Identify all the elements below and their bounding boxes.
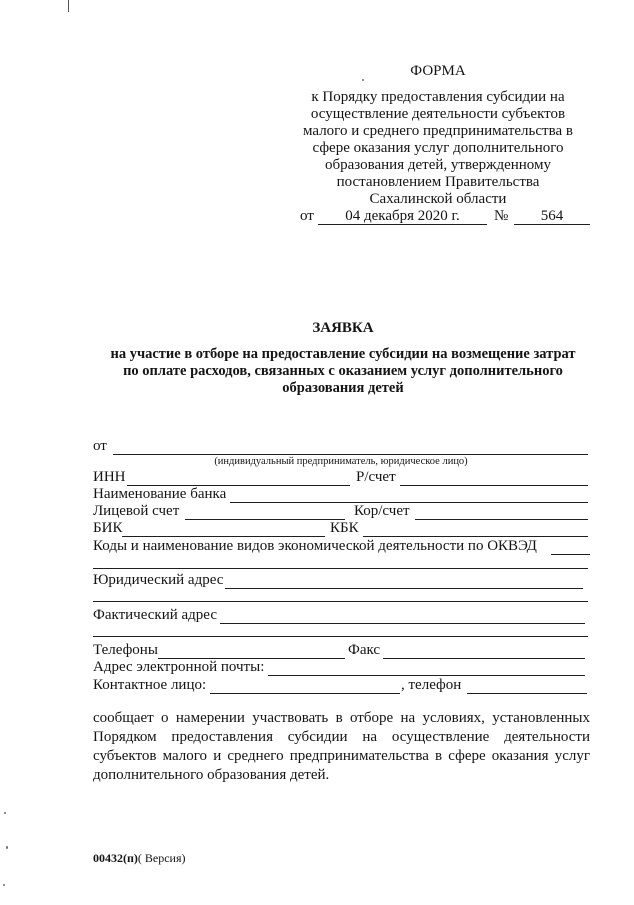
- contact-phone-label: , телефон: [401, 677, 462, 693]
- form-reference: [288, 89, 588, 208]
- kbk-blank: [363, 520, 588, 537]
- actual-address-blank: [220, 607, 585, 624]
- phones-blank: [158, 642, 345, 659]
- settlement-account-blank: [400, 469, 588, 486]
- form-label: ФОРМА: [410, 63, 466, 79]
- contact-person-label: Контактное лицо:: [93, 677, 207, 693]
- settlement-account-label: Р/счет: [356, 469, 396, 485]
- decree-date-prefix: от: [300, 208, 314, 224]
- document-code: 00432(п): [93, 851, 138, 865]
- bank-name-blank: [230, 486, 588, 503]
- subtitle-line: образования детей: [282, 380, 404, 396]
- statement-line: Порядком предоставления субсидии на осуществление деятельности: [93, 729, 590, 745]
- legal-address-label: Юридический адрес: [93, 572, 224, 588]
- scan-speck: [6, 846, 8, 849]
- form-reference-line: Сахалинской области: [369, 191, 507, 207]
- actual-address-label: Фактический адрес: [93, 607, 217, 623]
- statement-line: сообщает о намерении участвовать в отборе на условиях, установленных: [93, 710, 590, 726]
- email-label: Адрес электронной почты:: [93, 659, 265, 675]
- scan-speck: [3, 884, 5, 886]
- from-blank: [113, 438, 588, 455]
- okved-continuation-line: [93, 568, 588, 569]
- form-reference-line: малого и среднего предпринимательства в: [303, 123, 573, 139]
- form-reference-line: образования детей, утвержденному: [324, 157, 552, 173]
- contact-phone-blank: [467, 677, 587, 694]
- phones-label: Телефоны: [93, 642, 158, 658]
- document-subtitle: [93, 346, 593, 397]
- inn-label: ИНН: [93, 469, 126, 485]
- scan-speck: [4, 812, 6, 814]
- subtitle-line: по оплате расходов, связанных с оказанием услуг дополнительного: [123, 363, 563, 379]
- okved-label: Коды и наименование видов экономической деятельности по ОКВЭД: [93, 538, 537, 554]
- contact-person-blank: [210, 677, 400, 694]
- fax-label: Факс: [348, 642, 381, 658]
- scan-mark: [68, 0, 69, 12]
- actual-address-continuation-line: [93, 636, 588, 637]
- bik-blank: [122, 520, 325, 537]
- decree-date: 04 декабря 2020 г.: [318, 208, 487, 225]
- personal-account-label: Лицевой счет: [93, 503, 180, 519]
- from-label: от: [93, 438, 107, 454]
- statement-line: дополнительного образования детей.: [93, 767, 330, 783]
- corr-account-label: Кор/счет: [354, 503, 410, 519]
- legal-address-continuation-line: [93, 601, 588, 602]
- bik-label: БИК: [93, 520, 123, 536]
- form-reference-line: сфере оказания услуг дополнительного: [312, 140, 564, 156]
- kbk-label: КБК: [330, 520, 359, 536]
- form-reference-line: осуществление деятельности субъектов: [310, 106, 566, 122]
- inn-blank: [127, 469, 350, 486]
- personal-account-blank: [185, 503, 345, 520]
- statement-paragraph: [93, 709, 590, 785]
- document-footer: [93, 851, 186, 865]
- from-hint: (индивидуальный предприниматель, юридическое лицо): [214, 456, 468, 467]
- form-reference-line: к Порядку предоставления субсидии на: [311, 89, 565, 105]
- legal-address-blank: [225, 572, 583, 589]
- form-reference-line: постановлением Правительства: [336, 174, 540, 190]
- email-blank: [268, 659, 585, 676]
- statement-line: субъектов малого и среднего предпринимательства в сфере оказания услуг: [93, 748, 590, 764]
- subtitle-line: на участие в отборе на предоставление субсидии на возмещение затрат: [110, 346, 576, 362]
- okved-blank: [551, 538, 590, 555]
- document-title: ЗАЯВКА: [312, 320, 374, 336]
- decree-number-sign: №: [494, 208, 509, 224]
- fax-blank: [383, 642, 585, 659]
- document-version: ( Версия): [137, 851, 186, 865]
- corr-account-blank: [415, 503, 588, 520]
- bank-name-label: Наименование банка: [93, 486, 227, 502]
- decree-number: 564: [514, 208, 590, 225]
